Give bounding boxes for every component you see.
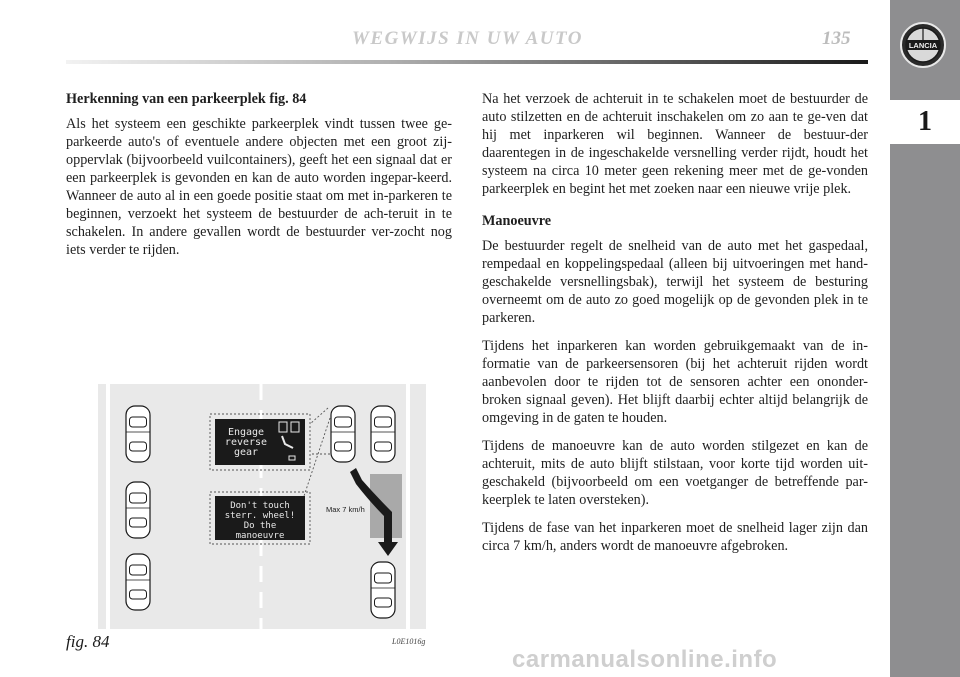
paragraph: Als het systeem een geschikte parkeerplek vindt tussen twee ge-parkeerde auto's of eventuele andere objecten met een groot zij-oppervlak (bijvoorbeeld vuilcontainers), geeft het een signaal dat er een parkeerplek is gevonden en kan de auto worden ingepar-keerd. Wanneer de auto al in een goede positie staat om met in-parkeren te beginnen, verzoekt het systeem de bestuurder de ach-teruit in te schakelen. In andere gevallen wordt de bestuurder ver-zocht nog iets verder te rijden. [66,116,452,258]
watermark: carmanualsonline.info [512,646,778,673]
lane-line-left [106,384,110,629]
lane-line-right [406,384,410,629]
page-number: 135 [822,28,851,49]
paragraph: Tijdens de manoeuvre kan de auto worden stilgezet en kan de achteruit, mits de auto blijft stilstaan, voor korte tijd worden uit-geschakeld (bijvoorbeeld om een voetganger de betreffende par-keerplek te laten oversteken). [482,438,868,508]
parking-diagram [98,384,426,629]
left-column [66,90,452,269]
chapter-number: 1 [890,100,960,144]
car [126,482,150,538]
logo-text: LANCIA [908,41,938,50]
display-2-line: manoeuvre [235,531,285,541]
paragraph: Tijdens het inparkeren kan worden gebruikgemaakt van de in-formatie van de parkeersensoren (bij het achteruit rijden wordt aanbevolen door te rijden tot de sensoren achter een ononder-broken signaal geven). Het blijft daarbij echter altijd belangrijk de omgeving in de gaten te houden. [482,338,868,426]
section-heading-parking-detection: Herkenning van een parkeerplek fig. 84 [66,91,307,107]
figure-caption: fig. 84 [66,632,110,651]
header-rule [66,60,868,64]
display-2-line: sterr. wheel! [224,511,296,521]
lancia-logo-icon [899,21,947,69]
car [371,562,395,618]
display-1-line: Engage [227,427,265,438]
section-heading-manoeuvre: Manoeuvre [482,213,552,229]
speed-label: Max 7 km/h [326,505,365,514]
car [371,406,395,462]
page-header [0,0,890,60]
car [126,406,150,462]
display-1-line: gear [233,447,259,458]
figure-code: L0E1016g [392,637,426,646]
paragraph: Tijdens de fase van het inparkeren moet de snelheid lager zijn dan circa 7 km/h, anders wordt de manoeuvre afgebroken. [482,520,868,554]
right-column [482,90,868,565]
car [331,406,355,462]
paragraph: Na het verzoek de achteruit in te schakelen moet de bestuurder de auto stilzetten en de achteruit inschakelen om zo aan te ge-ven dat hij met inparkeren wil beginnen. Wanneer de bestuur-der daarentegen in de ingeschakelde versnelling verder rijdt, houdt het systeem na circa 10 meter geen rekening meer met de ge-vonden parkeerplek en begint het met zoeken naar een nieuwe vrije plek. [482,91,868,197]
chapter-side-tab [890,0,960,677]
display-1-line: reverse [224,437,268,448]
display-2-line: Don't touch [230,501,290,511]
paragraph: De bestuurder regelt de snelheid van de auto met het gaspedaal, rempedaal en koppelingspedaal (alleen bij uitvoeringen met hand-geschakelde versnellingsbak), terwijl het systeem de besturing overneemt om de auto zo goed mogelijk op de gevonden plek in te parkeren. [482,238,868,326]
running-title: WEGWIJS IN UW AUTO [352,28,583,49]
parking-figure [98,384,426,629]
display-2-line: Do the [243,521,277,531]
car [126,554,150,610]
